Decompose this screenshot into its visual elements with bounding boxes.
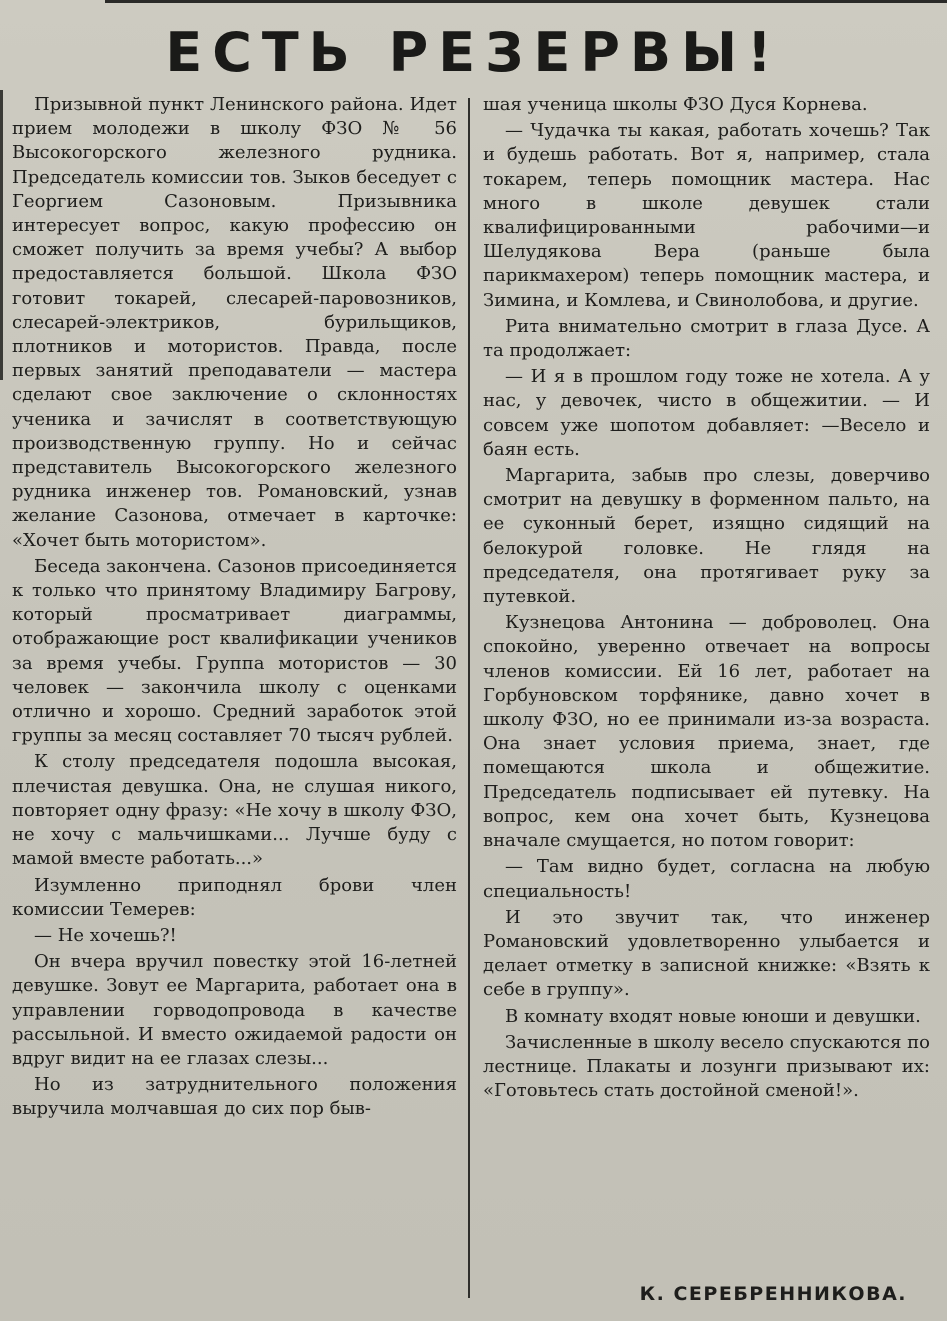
headline: ЕСТЬ РЕЗЕРВЫ! <box>165 21 782 84</box>
paragraph: Кузнецова Антонина — доброволец. Она спокойно, уверенно отвечает на вопросы членов комиссии. Ей 16 лет, работает на Горбуновском торфянике, давно хочет в школу ФЗО, но ее принимали из-за возраста. Она знает условия приема, знает, где помещаются школа и общежитие. Председатель подписывает ей путевку. На вопрос, кем она хочет быть, Кузнецова вначале смущается, но потом говорит: <box>483 612 930 852</box>
right-column <box>483 93 930 1105</box>
left-edge-bar <box>0 90 3 380</box>
paragraph: — И я в прошлом году тоже не хотела. А у нас, у девочек, чисто в общежитии. — И совсем уже шопотом добавляет: —Весело и баян есть. <box>483 366 930 460</box>
left-column <box>12 93 457 1124</box>
paragraph: Рита внимательно смотрит в глаза Дусе. А та продолжает: <box>483 315 930 362</box>
paragraph: К столу председателя подошла высокая, плечистая девушка. Она, не слушая никого, повторяет одну фразу: «Не хочу в школу ФЗО, не хочу с мальчишками... Лучше буду с мамой вместе работать...» <box>12 751 457 870</box>
paragraph: Изумленно приподнял брови член комиссии Темерев: <box>12 874 457 920</box>
paragraph: Беседа закончена. Сазонов присоединяется к только что принятому Владимиру Багрову, который просматривает диаграммы, отображающие рост квалификации учеников за время учебы. Группа мотористов — 30 человек — закончила школу с оценками отлично и хорошо. Средний заработок этой группы за месяц составляет 70 тысяч рублей. <box>12 555 457 747</box>
paragraph: Он вчера вручил повестку этой 16-летней девушке. Зовут ее Маргарита, работает она в управлении горводопровода в качестве рассыльной. И вместо ожидаемой радости он вдруг видит на ее глазах слезы... <box>12 951 457 1069</box>
paragraph: В комнату входят новые юноши и девушки. <box>505 1005 921 1027</box>
paragraph: Зачисленные в школу весело спускаются по лестнице. Плакаты и лозунги призывают их: «Готовьтесь стать достойной сменой!». <box>483 1031 930 1102</box>
paragraph: Призывной пункт Ленинского района. Идет прием молодежи в школу ФЗО № 56 Высокогорского железного рудника. Председатель комиссии тов. Зыков беседует с Георгием Сазоновым. Призывника интересует вопрос, какую профессию он сможет получить за время учебы? А выбор предоставляется большой. Школа ФЗО готовит токарей, слесарей-паровозников, слесарей-электриков, бурильщиков, плотников и мотористов. Правда, после первых занятий преподаватели — мастера сделают свое заключение о склонностях ученика и зачислят в соответствующую производственную группу. Но и сейчас представитель Высокогорского железного рудника инженер тов. Романовский, узнав желание Сазонова, отмечает в карточке: «Хочет быть мотористом». <box>12 94 457 551</box>
author-signature: К. СЕРЕБРЕННИКОВА. <box>639 1283 907 1305</box>
paragraph: — Не хочешь?! <box>34 924 177 946</box>
top-rule <box>105 0 947 3</box>
paragraph: шая ученица школы ФЗО Дуся Корнева. <box>483 94 868 115</box>
paragraph: Но из затруднительного положения выручила молчавшая до сих пор быв- <box>12 1074 457 1120</box>
paragraph: И это звучит так, что инженер Романовский удовлетворенно улыбается и делает отметку в записной книжке: «Взять к себе в группу». <box>483 906 930 1001</box>
column-divider <box>468 98 470 1298</box>
paragraph: — Там видно будет, согласна на любую специальность! <box>483 856 930 902</box>
paragraph: Маргарита, забыв про слезы, доверчиво смотрит на девушку в форменном пальто, на ее суконный берет, изящно сидящий на белокурой головке. Не глядя на председателя, она протягивает руку за путевкой. <box>483 465 930 608</box>
paragraph: — Чудачка ты какая, работать хочешь? Так и будешь работать. Вот я, например, стала токарем, теперь помощник мастера. Нас много в школе девушек стали квалифицированными рабочими—и Шелудякова Вера (раньше была парикмахером) теперь помощник мастера, и Зимина, и Комлева, и Свинолобова, и другие. <box>483 120 930 311</box>
